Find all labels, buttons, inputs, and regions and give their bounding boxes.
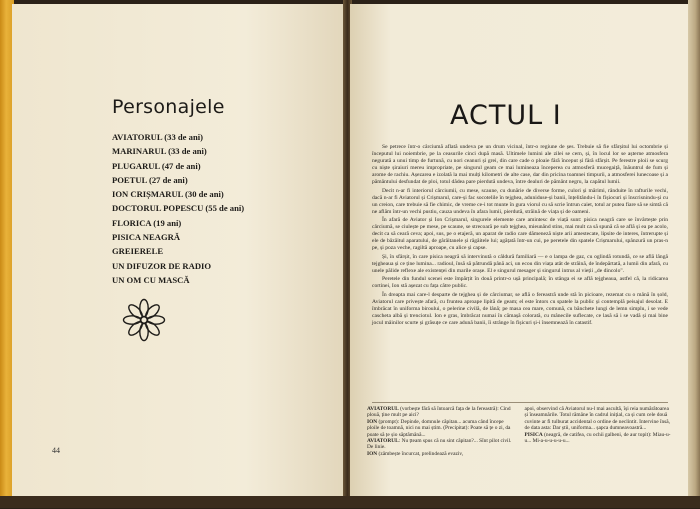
left-page bbox=[12, 4, 346, 496]
speaker: ION bbox=[367, 418, 378, 425]
flower-ornament-icon bbox=[122, 298, 166, 342]
paragraph: Peretele din fundul scenei este împărțit în două printr-o ușă principală; în stânga ei se află tejgheaua, astfel că, la ridicarea cortinei, Ion stă așezat cu fața către public. bbox=[372, 276, 668, 289]
line-text: (zâmbește încurcat, prelindează evaziv, bbox=[378, 450, 464, 457]
dialog-line bbox=[367, 406, 515, 419]
paragraph: În dreapta mai care-l desparte de tejghea și de cârciumar, se află o fereastră unde stă în picioare, rezemat cu o mână în șold, Aviatorul care privește afară, cu fruntea aproape lipită de geam; el este întors cu spatele la public și contemplă peisajul desolat. E îmbrăcat în uniforma biroului, o pelerine civilă, de lână; pe masa cea mare, comună, cu bănchete lungi de lemn simplu, i se vede cascheta albă și trenciotul. Ion e gras, îmbrăcat numai în cămașă colorată, cu mânecile suflecate, ce lasă să i se vadă și mai bine jocul mâinilor scurte și grăsuțe ce care adună banii, îi strânge în fișicuri și-i însemnează în catastif. bbox=[372, 291, 668, 326]
line-text: Nu țteam spus că nu sint căpitan?... Sînt pilot civil. De linie. bbox=[367, 438, 512, 451]
dialog-line bbox=[367, 451, 515, 457]
divider bbox=[372, 402, 668, 403]
cast-item: UN OM CU MASCĂ bbox=[112, 274, 190, 285]
cast-item: PLUGARUL (47 de ani) bbox=[112, 160, 201, 171]
cast-item: DOCTORUL POPESCU (55 de ani) bbox=[112, 203, 245, 214]
paragraph: Decit n-ar fi interiorul cârciumii, cu mese, scaune, cu dunărie de diverse forme, culori și mărimi, rânduite în rafturile vechi, dacă n-ar fi Aviatorul și Crișmarul, care-și fac socotelile în tejghea, aduniduse-și banii, înțelitându-i în fișiocuri și înscrisnindu-și cu un creion, care trebuie să fie chimic, de vreme ce-i tot munte în gura viorul cu să scrie întrun caiet, totul ar putea fiare să se simtă că ne aflăm într-un vechi pustiu, cauza undeva în afara lumii, pierdută, străină de viața și de oameni. bbox=[372, 187, 668, 215]
cast-item: GREIERELE bbox=[112, 246, 164, 257]
dialog-column-right bbox=[525, 406, 673, 457]
stage-directions bbox=[372, 144, 668, 328]
line-text: (prompt): Depinde, domnule căpitan... acuma când începe ploile de toamnă, nici nu mai știm. (Precipitat): Poate să țe o zi, da poate să țe șio săptămână... bbox=[367, 418, 511, 438]
dialog-line: AVIATORUL: Nu țteam spus că nu sint căpitan?... Sînt pilot civil. De linie. bbox=[367, 438, 512, 451]
cast-item: MARINARUL (33 de ani) bbox=[112, 146, 207, 157]
dialog-line bbox=[525, 432, 673, 445]
paragraph: În afară de Aviator și Ion Crișmarul, singurele elemente care amintesc de viață sunt: pisica neagră care se învârtește prin cârciumă, se ciulește pe mese, pe scaune, se strecoară pe sub tejghea, mieunând stins, mai mult ca să spună că se află și ea pe acolo, decit ca să ceară ceva; apoi, sus, pe o etajeră, un aparat de radio care dămeneză niște arii amestecate, lipsite de interes, întrerupte și ele de bâzâitul aparatului, de gârâitanele și râgâitele lui; agățată într-un cui, pe peretele din spatele Crișmarului, spânzură un pras-n pe, și poza veche, ragiltă aproape, cu alice și capse. bbox=[372, 217, 668, 251]
cast-item: AVIATORUL (33 de ani) bbox=[112, 132, 203, 142]
cast-list bbox=[112, 130, 342, 287]
dialog-columns bbox=[367, 406, 672, 457]
line-text: apoi, observind că Aviatorul nu-l mai ascultă, își reia numărătoarea și înseamnările. Totul rămâne în cadrul inițial, ca și cum cele două cuvinte ar fi tulburat accidental o ordine de neclintit. Intervine însă, de data asta: Dar știi, uniforma... șapca dumneavoastră... bbox=[524, 406, 670, 432]
right-page bbox=[350, 4, 688, 496]
act-title: ACTUL I bbox=[450, 100, 562, 131]
line-text: (vorbește fără să întoarcă fața de la fereastră): Cind plouă, ține mult pe aici? bbox=[367, 406, 511, 419]
speaker: ION bbox=[367, 450, 378, 457]
line-text: (neagră, de catifea, cu ochii galbeni, de aur topit): Miau-u-u... Mi-a-u-u-u-u-u... bbox=[524, 431, 671, 445]
speaker: PISICA bbox=[524, 431, 543, 438]
speaker: AVIATORUL bbox=[367, 438, 399, 445]
paragraph: Și, în sfârșit, în care pisica neagră să intervinută o câldură familiară — e o lampa de gaz, cu oglindă rotundă, ce se află lângă tejgheaua și ce ține lumina... radioul, însă să pătrundă până aci, un ecou din viața atât de străină, de îndepărtată, a lumii din afară, cu unele pălide reflexe ale existenței din marile orașe. El e singurul mesager și singurul intrus al vieții „de dincolo". bbox=[372, 253, 668, 274]
dialog-line bbox=[367, 419, 515, 438]
cast-item: PISICA NEAGRĂ bbox=[112, 232, 181, 243]
cast-item: UN DIFUZOR DE RADIO bbox=[112, 260, 212, 271]
page-number-left: 44 bbox=[52, 446, 60, 455]
dialog-column-left bbox=[367, 406, 515, 457]
book-bottom-edge bbox=[0, 496, 700, 508]
dialog-line bbox=[525, 406, 673, 432]
page-title: Personajele bbox=[112, 96, 225, 118]
speaker: AVIATORUL bbox=[367, 406, 399, 412]
cast-item: POETUL (27 de ani) bbox=[112, 174, 188, 185]
cast-item: ION CRIȘMARUL (30 de ani) bbox=[112, 189, 224, 200]
paragraph: Se petrece într-o cârciumă aflată undeva pe un drum vicinal, într-o regiune de șes. Trebuie să fie sfârșitul lui octombrie și începutul lui noiembrie, pe la ceasurile cinci după masă. Ultimele lumini ale zilei se cern, și, în locul lor se așterne atmosfera negurată a unui timp de furtună, cu nori ceanuri și grei, din care cade o ploaie fără început și fără sfârșit. Pe ferestre ploii se scurg cu niște șiraiuri mereu impropriate, pe singurul geam ce mai lumineaza începerea cu atmosferă mucegaiță, înăuntrul de fum și arome de rachiu. Așezarea e izolată la mai mulți kilometri de alte case, dar din pricina toamnei timpurii, a atmosferei lunecoase și a pământului desfundat de ploi, totul dădea pare pierdută undeva, între dealuri de pământ negru, la capătul lumii. bbox=[372, 144, 668, 185]
book-edge-right bbox=[688, 0, 700, 508]
cast-item: FLORICA (19 ani) bbox=[112, 217, 182, 228]
